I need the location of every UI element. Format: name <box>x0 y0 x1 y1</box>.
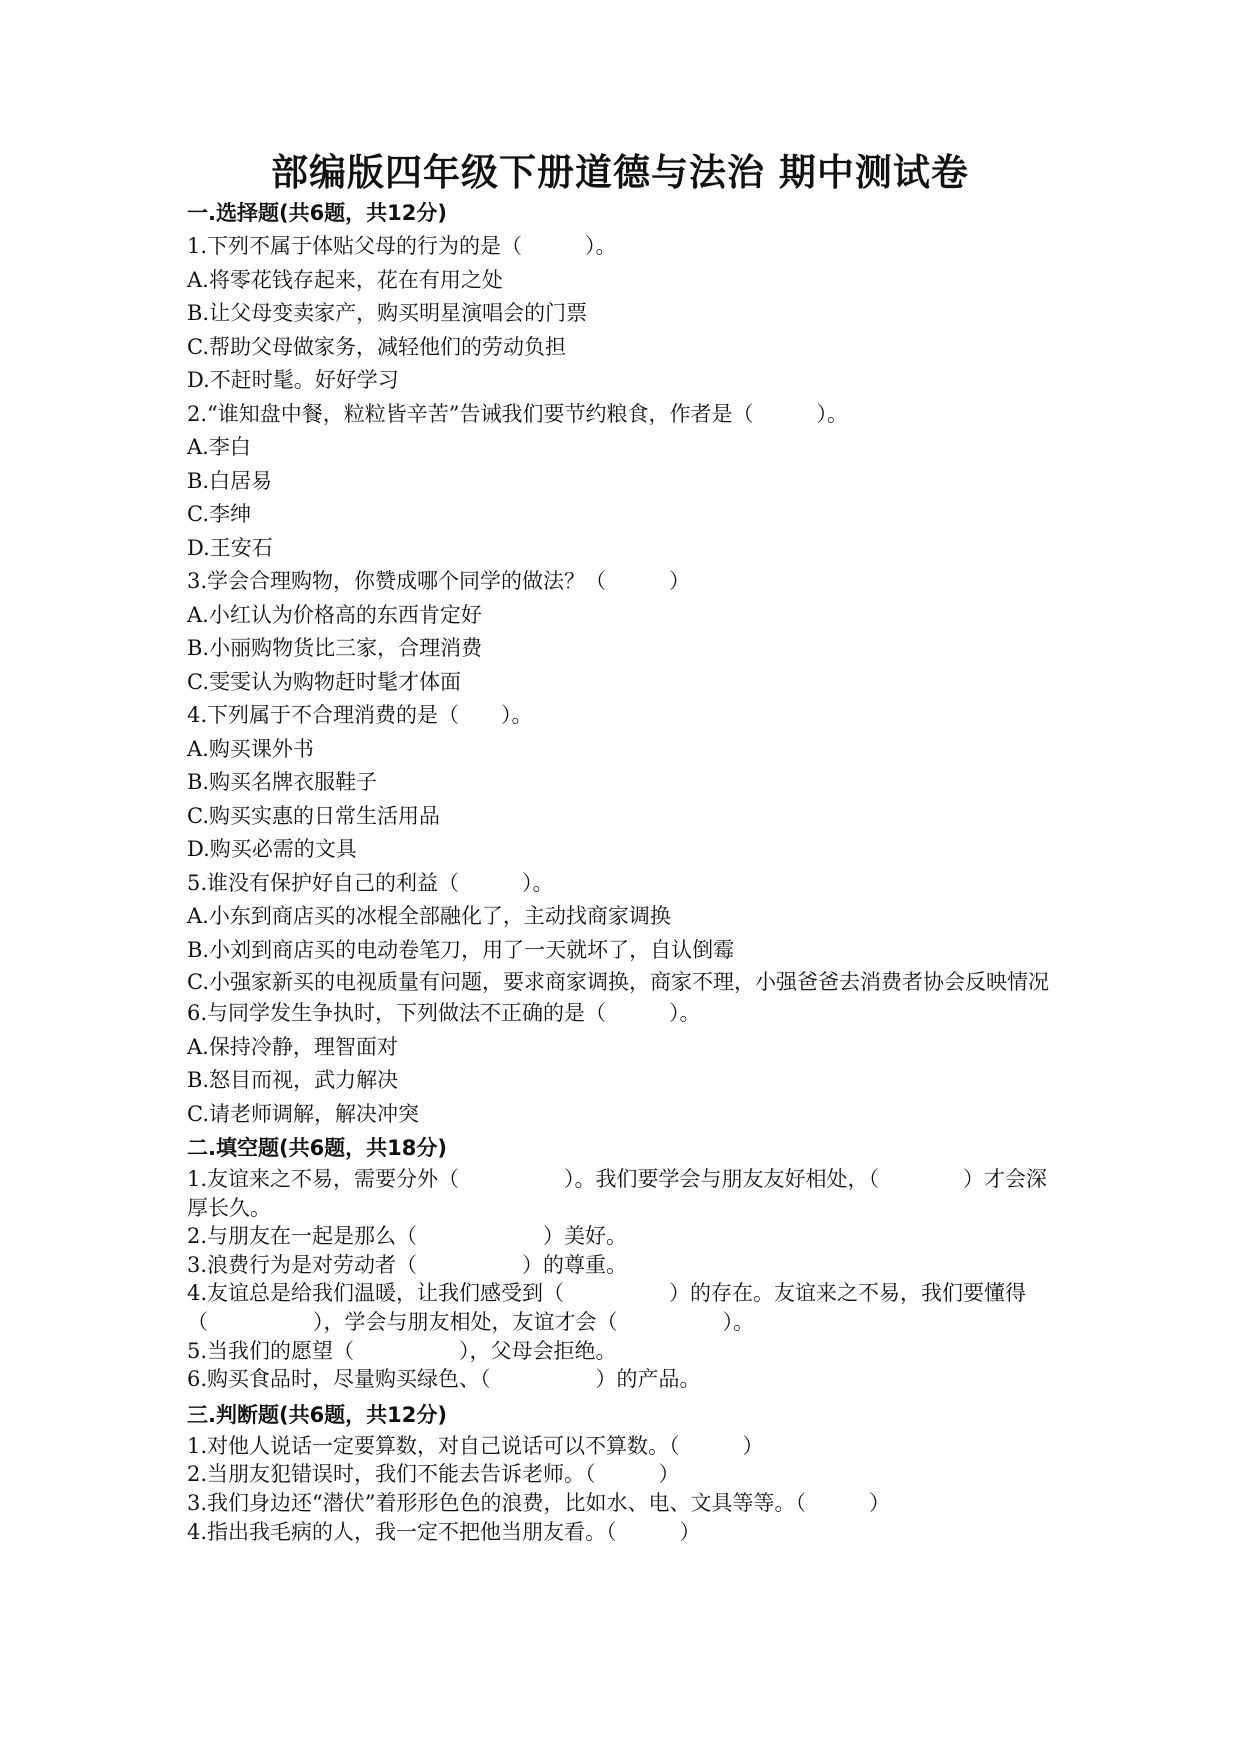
option-line: B.购买名牌衣服鞋子 <box>187 770 378 794</box>
option-line: A.小东到商店买的冰棍全部融化了，主动找商家调换 <box>187 904 671 928</box>
question-line: 2.当朋友犯错误时，我们不能去告诉老师。（ ） <box>187 1462 680 1487</box>
option-line: C.小强家新买的电视质量有问题，要求商家调换，商家不理，小强爸爸去消费者协会反映情况 <box>187 970 1049 994</box>
option-line: C.购买实惠的日常生活用品 <box>187 803 440 828</box>
option-line: B.白居易 <box>187 468 273 493</box>
question-line: 3.浪费行为是对劳动者（ ）的尊重。 <box>187 1252 628 1277</box>
question-line: 3.学会合理购物，你赞成哪个同学的做法？（ ） <box>187 569 691 593</box>
option-line: A.将零花钱存起来，花在有用之处 <box>187 267 503 292</box>
option-line: B.让父母变卖家产，购买明星演唱会的门票 <box>187 301 588 325</box>
question-line: 3.我们身边还“潜伏”着形形色色的浪费，比如水、电、文具等等。（ ） <box>187 1490 891 1515</box>
option-line: A.购买课外书 <box>187 736 314 761</box>
option-line: C.李绅 <box>187 502 251 526</box>
exam-content <box>187 196 1057 1546</box>
question-line: 1.友谊来之不易，需要分外（ ）。我们要学会与朋友友好相处，（ ）才会深厚长久。 <box>187 1167 1048 1220</box>
question-line: 5.当我们的愿望（ ），父母会拒绝。 <box>187 1338 617 1363</box>
question-line: 4.下列属于不合理消费的是（ ）。 <box>187 703 533 727</box>
option-line: C.请老师调解，解决冲突 <box>187 1101 419 1126</box>
section-choice <box>187 230 1057 1131</box>
question-line: 2.与朋友在一起是那么（ ）美好。 <box>187 1224 628 1249</box>
section-heading-choice: 一.选择题(共6题，共12分) <box>187 201 448 225</box>
option-line: D.不赶时髦。好好学习 <box>187 368 399 392</box>
section-heading-judge: 三.判断题(共6题，共12分) <box>187 1402 448 1427</box>
option-line: B.小刘到商店买的电动卷笔刀，用了一天就坏了，自认倒霉 <box>187 937 735 962</box>
option-line: B.小丽购物货比三家，合理消费 <box>187 636 483 660</box>
question-line: 2.“谁知盘中餐，粒粒皆辛苦”告诫我们要节约粮食，作者是（ ）。 <box>187 401 849 426</box>
question-line: 5.谁没有保护好自己的利益（ ）。 <box>187 870 554 895</box>
option-line: C.帮助父母做家务，减轻他们的劳动负担 <box>187 334 566 359</box>
question-line: 6.购买食品时，尽量购买绿色、（ ）的产品。 <box>187 1367 701 1392</box>
section-heading-fill: 二.填空题(共6题，共18分) <box>187 1136 448 1160</box>
section-judge <box>187 1432 1057 1546</box>
option-line: A.李白 <box>187 435 251 459</box>
section-fill <box>187 1165 1057 1394</box>
option-line: B.怒目而视，武力解决 <box>187 1068 399 1092</box>
question-line: 4.指出我毛病的人，我一定不把他当朋友看。（ ） <box>187 1519 701 1544</box>
question-line: 4.友谊总是给我们温暖，让我们感受到（ ）的存在。友谊来之不易，我们要懂得（ ），学会与朋友相处，友谊才会（ ）。 <box>187 1281 1027 1334</box>
option-line: D.王安石 <box>187 535 273 560</box>
question-line: 1.对他人说话一定要算数，对自己说话可以不算数。（ ） <box>187 1433 764 1458</box>
option-line: C.雯雯认为购物赶时髦才体面 <box>187 669 461 694</box>
option-line: A.保持冷静，理智面对 <box>187 1034 398 1059</box>
question-line: 1.下列不属于体贴父母的行为的是（ ）。 <box>187 234 617 258</box>
page-title: 部编版四年级下册道德与法治 期中测试卷 <box>271 151 969 194</box>
question-line: 6.与同学发生争执时，下列做法不正确的是（ ）。 <box>187 1001 701 1025</box>
option-line: D.购买必需的文具 <box>187 837 357 861</box>
option-line: A.小红认为价格高的东西肯定好 <box>187 602 482 627</box>
